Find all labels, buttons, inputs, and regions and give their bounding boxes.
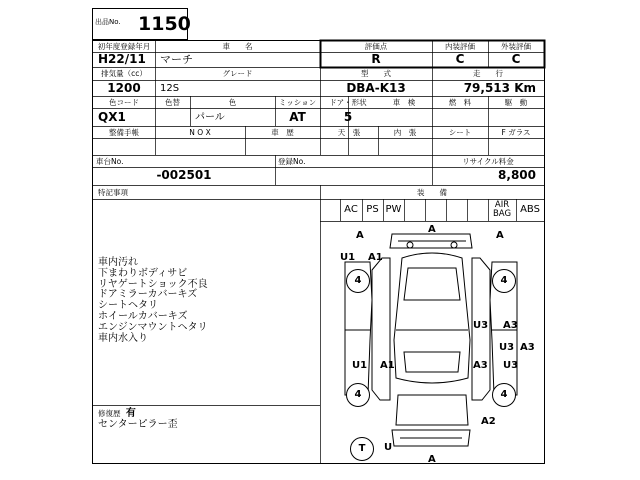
windshield-outline	[404, 268, 460, 300]
damage-mark: A1	[368, 252, 383, 263]
damage-mark: A	[496, 230, 504, 241]
damage-mark: A3	[503, 320, 518, 331]
note-item: ホイールカバーキズ	[98, 310, 188, 322]
score-value: R	[371, 52, 381, 66]
exterior-value: C	[511, 52, 521, 66]
exterior-label: 外装評価	[501, 42, 531, 51]
repair-history	[98, 408, 178, 419]
damage-mark: U3	[473, 320, 489, 331]
mileage-value: 79,513 Km	[463, 81, 536, 95]
mileage-label: 走 行	[473, 69, 503, 78]
repair-value: 有	[125, 408, 136, 419]
damage-mark: A	[356, 230, 364, 241]
equip-pw: PW	[385, 204, 402, 215]
roof-label: 天 張	[337, 128, 361, 137]
tire-circle: 4	[492, 383, 516, 407]
note-item: 車内汚れ	[98, 257, 138, 268]
displacement-label: 排気量（cc）	[101, 69, 147, 78]
color-code-value: QX1	[98, 110, 126, 124]
year-label: 初年度登録年月	[97, 42, 151, 51]
displacement-value: 1200	[107, 81, 141, 95]
score-label: 評価点	[364, 42, 388, 51]
lot-number-label: 出品No.	[95, 18, 121, 26]
rear-window-outline	[404, 352, 460, 372]
registration-label: 登録No.	[278, 157, 306, 166]
note-item: リヤゲートショック不良	[98, 278, 208, 290]
drive-label: 駆 動	[504, 98, 528, 107]
glass-label: F ガラス	[501, 128, 531, 137]
model-value: DBA-K13	[346, 81, 406, 95]
seat-label: シート	[448, 128, 472, 137]
notes-list	[98, 258, 318, 344]
doors-label: ドア・形状	[329, 98, 367, 107]
damage-mark: A2	[481, 416, 496, 427]
equip-abs: ABS	[520, 204, 540, 215]
recycle-value: 8,800	[498, 168, 536, 182]
damage-mark: U3	[499, 342, 515, 353]
damage-mark: A3	[473, 360, 488, 371]
damage-mark: U1	[352, 360, 368, 371]
maintenance-label: 整備手帳	[109, 128, 139, 137]
chassis-label: 車台No.	[96, 157, 124, 166]
capacity-label: 車 検	[392, 98, 416, 107]
tire-circle: 4	[492, 269, 516, 293]
grade-value: 12S	[160, 83, 180, 94]
car-name-label: 車 名	[222, 42, 253, 51]
interior-label: 内装評価	[445, 42, 475, 51]
left-side-outline	[372, 258, 390, 400]
year-value: H22/11	[98, 52, 146, 66]
damage-mark: A	[428, 224, 436, 235]
note-item: 車内水入り	[98, 332, 148, 344]
note-item: ドアミラーカバーキズ	[98, 289, 198, 301]
repair-detail: センターピラー歪	[98, 419, 178, 430]
notes-header: 特記事項	[98, 188, 128, 197]
equip-ac: AC	[344, 204, 358, 215]
nox-label: N O X	[189, 128, 211, 137]
history-label: 車 歴	[271, 128, 294, 137]
tailgate-outline	[396, 395, 468, 425]
model-label: 型 式	[361, 69, 391, 78]
color-code-label: 色コード	[109, 98, 139, 107]
note-item: エンジンマウントヘタリ	[98, 321, 208, 333]
damage-mark: U3	[503, 360, 519, 371]
tire-circle: 4	[346, 383, 370, 407]
equip-ps: PS	[366, 204, 379, 215]
note-item: シートヘタリ	[98, 300, 158, 312]
color-value: パール	[195, 112, 225, 123]
grade-label: グレード	[222, 69, 253, 78]
repair-label: 修復歴	[98, 409, 121, 418]
tire-circle: 4	[346, 269, 370, 293]
doors-value: 5	[343, 110, 353, 124]
damage-mark: A	[428, 454, 436, 465]
spare-tire-circle: T	[350, 437, 374, 461]
chassis-value: -002501	[156, 168, 212, 182]
color-swatch-label: 色替	[165, 98, 180, 107]
damage-mark: U1	[340, 252, 356, 263]
lot-number: 1150	[138, 13, 191, 35]
interior-trim-label: 内 張	[393, 128, 417, 137]
damage-mark: A3	[520, 342, 535, 353]
equip-airbag: AIR BAG	[492, 200, 512, 219]
fuel-label: 燃 料	[448, 98, 472, 107]
interior-value: C	[455, 52, 465, 66]
color-label: 色	[228, 98, 237, 107]
damage-mark: A1	[380, 360, 395, 371]
equipment-header: 装 備	[417, 188, 447, 197]
transmission-label: ミッション	[278, 98, 317, 107]
note-item: 下まわりボディサビ	[98, 267, 188, 279]
car-name-value: マーチ	[160, 53, 193, 66]
recycle-label: リサイクル料金	[462, 157, 514, 166]
transmission-value: AT	[289, 110, 306, 124]
damage-mark: U	[384, 442, 393, 453]
